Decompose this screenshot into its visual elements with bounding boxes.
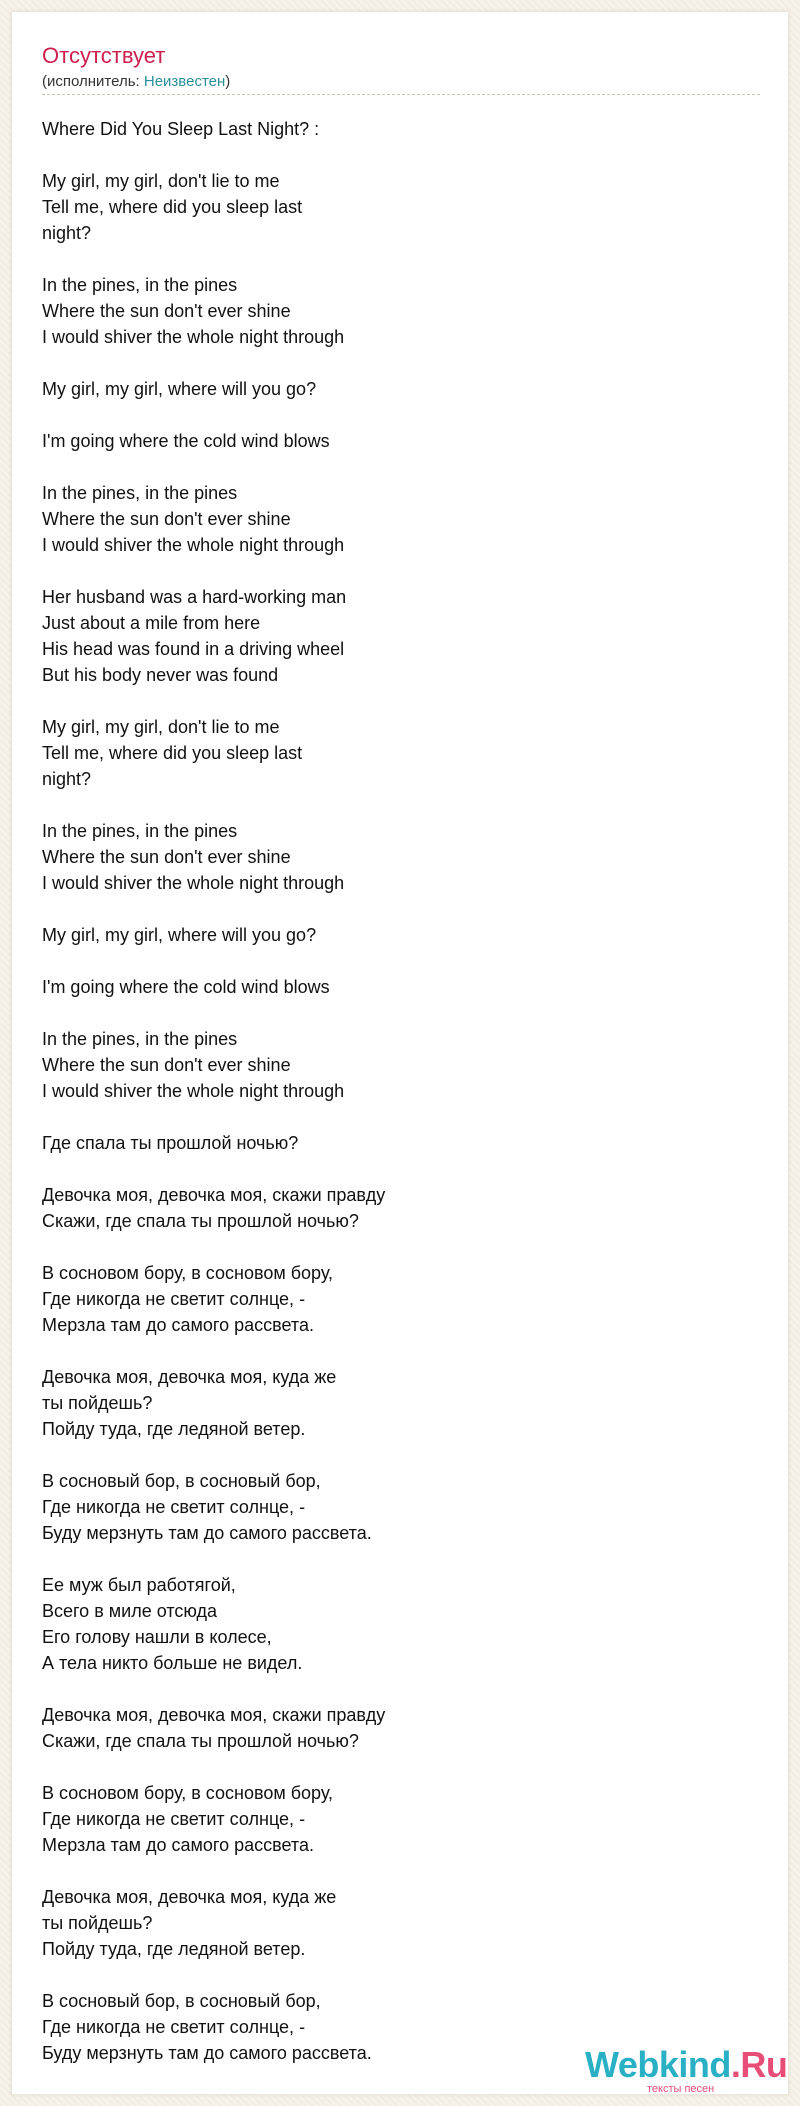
lyrics-line: Where the sun don't ever shine	[42, 847, 291, 867]
lyrics-line: But his body never was found	[42, 665, 279, 685]
lyrics-line: В сосновый бор, в сосновый бор,	[42, 1991, 321, 2011]
lyrics-line: Where the sun don't ever shine	[42, 301, 291, 321]
lyrics-line: I'm going where the cold wind blows	[42, 431, 330, 451]
lyrics-line: My girl, my girl, don't lie to me	[42, 717, 280, 737]
lyrics-blank-line	[42, 142, 742, 168]
lyrics-line: Where the sun don't ever shine	[42, 509, 291, 529]
lyrics-blank-line	[42, 558, 742, 584]
lyrics-blank-line	[42, 454, 742, 480]
lyrics-line: В сосновый бор, в сосновый бор,	[42, 1471, 321, 1491]
lyrics-blank-line	[42, 1676, 742, 1702]
lyrics-line: Ее муж был работягой,	[42, 1575, 236, 1595]
lyrics-line: Где никогда не светит солнце, -	[42, 1809, 306, 1829]
lyrics-line: Just about a mile from here	[42, 613, 261, 633]
lyrics-line: I'm going where the cold wind blows	[42, 977, 330, 997]
lyrics-line: His head was found in a driving wheel	[42, 639, 345, 659]
lyrics-line: Где спала ты прошлой ночью?	[42, 1133, 299, 1153]
lyrics-blank-line	[42, 1000, 742, 1026]
logo-tld: .Ru	[730, 2044, 788, 2085]
lyrics-blank-line	[42, 1156, 742, 1182]
lyrics-blank-line	[42, 896, 742, 922]
lyrics-line: Where Did You Sleep Last Night? :	[42, 119, 320, 139]
lyrics-line: I would shiver the whole night through	[42, 1081, 345, 1101]
lyrics-line: In the pines, in the pines	[42, 1029, 238, 1049]
lyrics-blank-line	[42, 246, 742, 272]
lyrics-line: Скажи, где спала ты прошлой ночью?	[42, 1731, 359, 1751]
lyrics-blank-line	[42, 688, 742, 714]
lyrics-line: Всего в миле отсюда	[42, 1601, 217, 1621]
logo-name: Webkind	[585, 2044, 731, 2085]
lyrics-line: Девочка моя, девочка моя, куда же	[42, 1367, 337, 1387]
lyrics-line: Пойду туда, где ледяной ветер.	[42, 1419, 306, 1439]
header-divider	[42, 94, 760, 95]
lyrics-blank-line	[42, 948, 742, 974]
lyrics-line: Буду мерзнуть там до самого рассвета.	[42, 2043, 372, 2063]
lyrics-line: Tell me, where did you sleep last	[42, 197, 303, 217]
lyrics-line: ты пойдешь?	[42, 1393, 153, 1413]
lyrics-line: Where the sun don't ever shine	[42, 1055, 291, 1075]
lyrics-line: night?	[42, 223, 92, 243]
lyrics-line: Her husband was a hard-working man	[42, 587, 347, 607]
lyrics-line: ты пойдешь?	[42, 1913, 153, 1933]
lyrics-line: night?	[42, 769, 92, 789]
page-sheet	[11, 11, 789, 2095]
lyrics-line: Пойду туда, где ледяной ветер.	[42, 1939, 306, 1959]
lyrics-line: Девочка моя, девочка моя, скажи правду	[42, 1185, 386, 1205]
lyrics-blank-line	[42, 350, 742, 376]
song-title: Отсутствует	[42, 43, 166, 68]
logo-tagline: тексты песен	[647, 2083, 715, 2095]
artist-link[interactable]: Неизвестен	[143, 73, 226, 90]
lyrics-blank-line	[42, 1234, 742, 1260]
lyrics-line: In the pines, in the pines	[42, 483, 238, 503]
lyrics-line: В сосновом бору, в сосновом бору,	[42, 1783, 334, 1803]
artist-suffix: )	[225, 73, 231, 90]
lyrics-line: А тела никто больше не видел.	[42, 1653, 303, 1673]
lyrics-blank-line	[42, 1858, 742, 1884]
lyrics-line: I would shiver the whole night through	[42, 535, 345, 555]
artist-prefix: (исполнитель:	[42, 73, 144, 90]
lyrics-blank-line	[42, 1546, 742, 1572]
lyrics-line: Мерзла там до самого рассвета.	[42, 1835, 314, 1855]
lyrics-text	[42, 116, 742, 2066]
site-logo[interactable]	[585, 2044, 788, 2097]
lyrics-blank-line	[42, 1338, 742, 1364]
lyrics-line: Мерзла там до самого рассвета.	[42, 1315, 314, 1335]
lyrics-line: Tell me, where did you sleep last	[42, 743, 303, 763]
lyrics-blank-line	[42, 1442, 742, 1468]
lyrics-blank-line	[42, 1962, 742, 1988]
lyrics-line: Где никогда не светит солнце, -	[42, 1497, 306, 1517]
lyrics-line: Скажи, где спала ты прошлой ночью?	[42, 1211, 359, 1231]
lyrics-line: In the pines, in the pines	[42, 821, 238, 841]
lyrics-blank-line	[42, 402, 742, 428]
lyrics-blank-line	[42, 792, 742, 818]
lyrics-blank-line	[42, 1104, 742, 1130]
lyrics-line: My girl, my girl, don't lie to me	[42, 171, 280, 191]
lyrics-line: My girl, my girl, where will you go?	[42, 925, 317, 945]
lyrics-line: Буду мерзнуть там до самого рассвета.	[42, 1523, 372, 1543]
lyrics-line: In the pines, in the pines	[42, 275, 238, 295]
lyrics-line: Где никогда не светит солнце, -	[42, 1289, 306, 1309]
lyrics-line: I would shiver the whole night through	[42, 873, 345, 893]
logo-wordmark	[585, 2045, 787, 2085]
lyrics-line: My girl, my girl, where will you go?	[42, 379, 317, 399]
lyrics-line: I would shiver the whole night through	[42, 327, 345, 347]
artist-line	[42, 72, 230, 92]
lyrics-line: В сосновом бору, в сосновом бору,	[42, 1263, 334, 1283]
lyrics-line: Где никогда не светит солнце, -	[42, 2017, 306, 2037]
lyrics-line: Его голову нашли в колесе,	[42, 1627, 272, 1647]
lyrics-blank-line	[42, 1754, 742, 1780]
lyrics-line: Девочка моя, девочка моя, скажи правду	[42, 1705, 386, 1725]
lyrics-line: Девочка моя, девочка моя, куда же	[42, 1887, 337, 1907]
